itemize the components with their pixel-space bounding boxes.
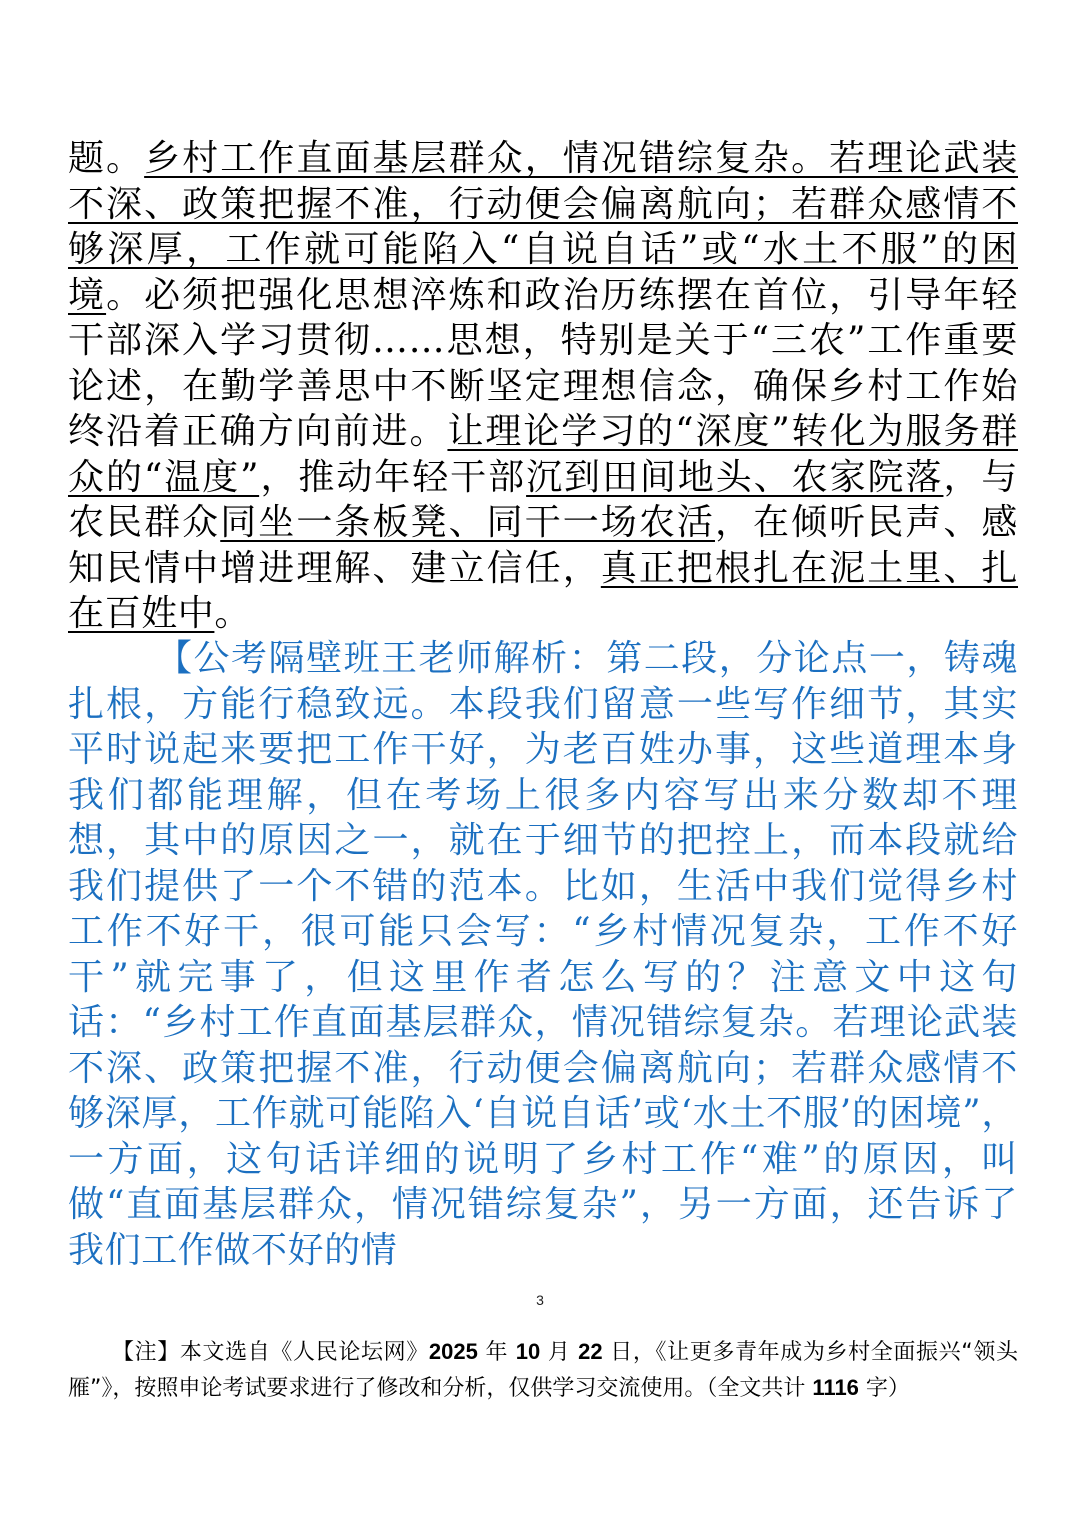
footnote-year: 2025 <box>428 1339 478 1364</box>
underlined-phrase: 同坐一条板凳、同干一场农活 <box>220 502 715 543</box>
footnote-text: 字） <box>858 1376 910 1401</box>
underlined-phrase: 让理论学习的“深度”转化为服务群众的“温度” <box>68 411 1018 498</box>
page-number: 3 <box>536 1292 544 1308</box>
footnote-word-count: 1116 <box>812 1375 859 1400</box>
body-text-segment: ，推动年轻干部 <box>259 456 527 498</box>
body-text-segment: 题。 <box>68 138 145 179</box>
underlined-phrase: 乡村工作直面基层群众，情况错综复杂。若理论武装不深、政策把握不准，行动便会偏离航向；若群众感情不够深厚，工作就可能陷入“自说自话”或“水土不服”的困境 <box>68 138 1018 316</box>
footnote-day: 22 <box>578 1339 603 1364</box>
footnote-text: 月 <box>540 1340 579 1365</box>
body-text-segment: 。必须把强化思想淬炼和政治历练摆在首位，引导年轻干部深入学习贯彻……思想，特别是关于“三农”工作重要论述，在勤学善思中不断坚定理想信念，确保乡村工作始终沿着正确方向前进。 <box>68 274 1018 452</box>
body-text-segment: ，与农民群众 <box>68 456 1018 543</box>
body-text-segment: 。 <box>214 593 252 634</box>
underlined-phrase: 沉到田间地头、农家院落 <box>526 456 944 498</box>
footnote-text: 【注】本文选自《人民论坛网》 <box>112 1340 429 1365</box>
footnote <box>68 1334 1018 1406</box>
footnote-text: 日，《让更多青年成为乡村全面振兴“领头雁”》，按照申论考试要求进行了修改和分析，仅供学习交流使用。（全文共计 <box>68 1340 1018 1401</box>
body-paragraph <box>68 136 1018 637</box>
footnote-month: 10 <box>515 1339 541 1364</box>
analysis-paragraph: 【公考隔壁班王老师解析：第二段，分论点一，铸魂扎根，方能行稳致远。本段我们留意一些写作细节，其实平时说起来要把工作干好，为老百姓办事，这些道理本身我们都能理解，但在考场上很多内容写出来分数却不理想，其中的原因之一，就在于细节的把控上，而本段就给我们提供了一个不错的范本。比如，生活中我们觉得乡村工作不好干，很可能只会写：“乡村情况复杂，工作不好干”就完事了，但这里作者怎么写的？注意文中这句话：“乡村工作直面基层群众，情况错综复杂。若理论武装不深、政策把握不准，行动便会偏离航向；若群众感情不够深厚，工作就可能陷入‘自说自话’或‘水土不服’的困境”，一方面，这句话详细的说明了乡村工作“难”的原因，叫做“直面基层群众，情况错综复杂”，另一方面，还告诉了我们工作做不好的情 <box>68 638 1018 1271</box>
underlined-phrase: 真正把根扎在泥土里、扎在百姓中 <box>68 547 1018 634</box>
body-text-segment: ，在倾听民声、感知民情中增进理解、建立信任， <box>68 502 1018 589</box>
footnote-text: 年 <box>477 1340 516 1365</box>
